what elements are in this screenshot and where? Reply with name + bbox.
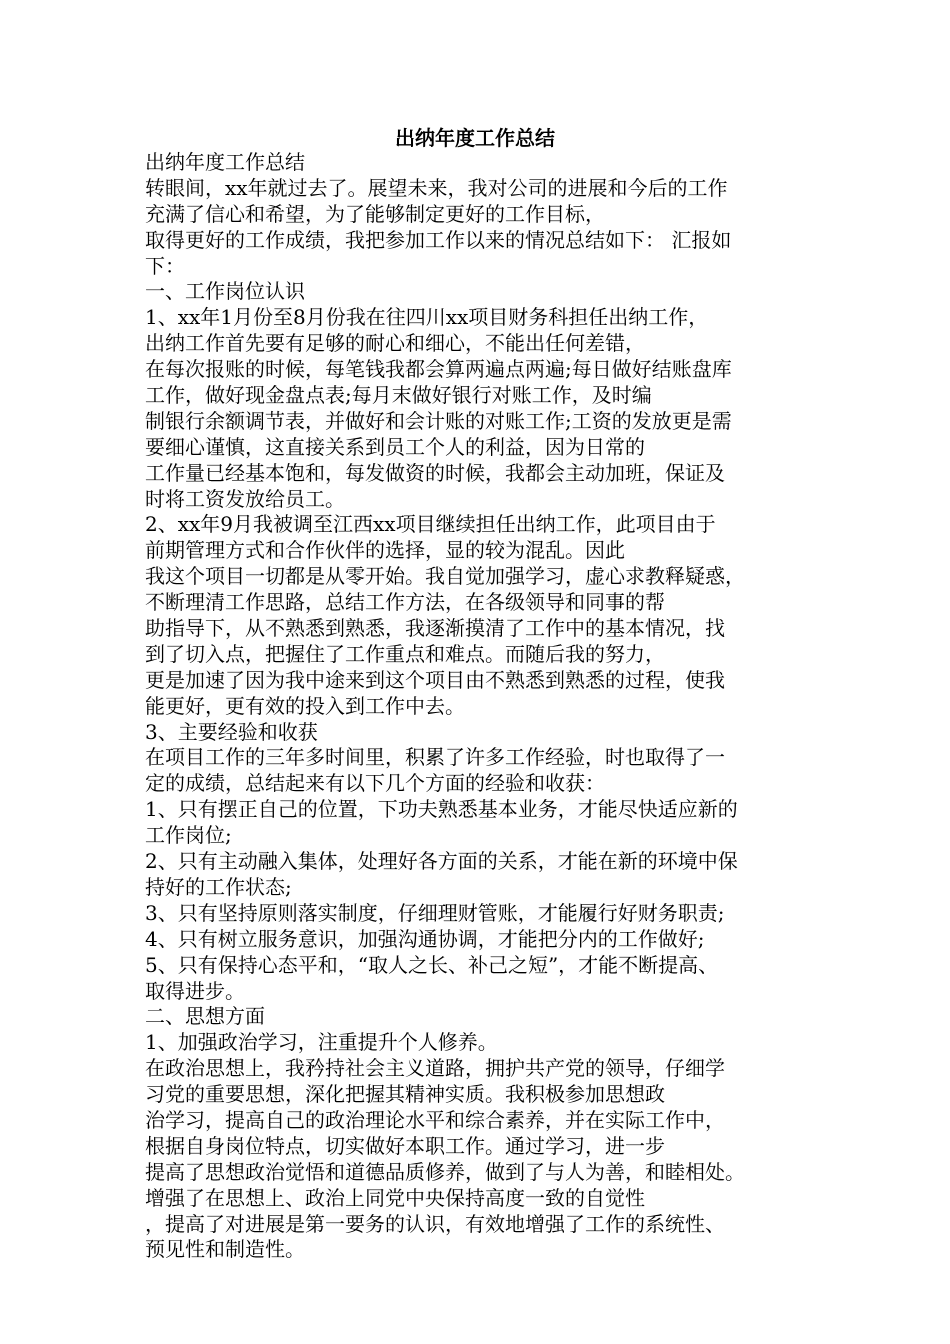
body-text-line: 不断理清工作思路，总结工作方法，在各级领导和同事的帮 xyxy=(145,590,665,615)
body-text-line: 一、工作岗位认识 xyxy=(145,279,305,304)
body-text-line: 下： xyxy=(145,253,185,278)
body-text-line: 二、思想方面 xyxy=(145,1004,265,1029)
body-text-line: 提高了思想政治觉悟和道德品质修养，做到了与人为善，和睦相处。 xyxy=(145,1159,745,1184)
body-text-line: 3、主要经验和收获 xyxy=(145,719,318,744)
body-text-line: 治学习，提高自己的政治理论水平和综合素养，并在实际工作中， xyxy=(145,1107,725,1132)
body-text-line: 能更好，更有效的投入到工作中去。 xyxy=(145,693,465,718)
body-text-line: 到了切入点，把握住了工作重点和难点。而随后我的努力， xyxy=(145,641,665,666)
body-text-line: 持好的工作状态; xyxy=(145,874,292,899)
body-text-line: 前期管理方式和合作伙伴的选择，显的较为混乱。因此 xyxy=(145,538,625,563)
body-text-line: 1、xx年1月份至8月份我在往四川xx项目财务科担任出纳工作， xyxy=(145,305,709,330)
body-text-line: 转眼间，xx年就过去了。展望未来，我对公司的进展和今后的工作 xyxy=(145,175,728,200)
body-text-line: 工作量已经基本饱和，每发做资的时候，我都会主动加班，保证及 xyxy=(145,460,725,485)
body-text-line: 取得进步。 xyxy=(145,978,245,1003)
body-text-line: 工作岗位; xyxy=(145,823,232,848)
body-text-line: 在政治思想上，我矜持社会主义道路，拥护共产党的领导，仔细学 xyxy=(145,1056,725,1081)
body-text-line: 助指导下，从不熟悉到熟悉，我逐渐摸清了工作中的基本情况，找 xyxy=(145,616,725,641)
body-text-line: 在每次报账的时候，每笔钱我都会算两遍点两遍;每日做好结账盘库 xyxy=(145,357,732,382)
body-text-line: 出纳工作首先要有足够的耐心和细心，不能出任何差错， xyxy=(145,331,645,356)
body-text-line: 预见性和制造性。 xyxy=(145,1237,305,1262)
body-text-line: 我这个项目一切都是从零开始。我自觉加强学习，虚心求教释疑惑， xyxy=(145,564,745,589)
body-text-line: 时将工资发放给员工。 xyxy=(145,486,345,511)
body-text-line: 要细心谨慎，这直接关系到员工个人的利益，因为日常的 xyxy=(145,434,645,459)
body-text-line: 出纳年度工作总结 xyxy=(145,150,305,174)
body-text-line: 4、只有树立服务意识，加强沟通协调，才能把分内的工作做好; xyxy=(145,926,705,951)
body-text-line: 充满了信心和希望，为了能够制定更好的工作目标， xyxy=(145,201,605,226)
body-text-line: 根据自身岗位特点，切实做好本职工作。通过学习，进一步 xyxy=(145,1133,665,1158)
body-text-line: 1、只有摆正自己的位置，下功夫熟悉基本业务，才能尽快适应新的 xyxy=(145,797,738,822)
body-text-line: 2、只有主动融入集体，处理好各方面的关系，才能在新的环境中保 xyxy=(145,849,738,874)
body-text-line: ，提高了对进展是第一要务的认识，有效地增强了工作的系统性、 xyxy=(145,1211,725,1236)
body-text-line: 定的成绩，总结起来有以下几个方面的经验和收获： xyxy=(145,771,605,796)
body-text-line: 更是加速了因为我中途来到这个项目由不熟悉到熟悉的过程，使我 xyxy=(145,667,725,692)
body-text-line: 3、只有坚持原则落实制度，仔细理财管账，才能履行好财务职责; xyxy=(145,900,725,925)
body-text-line: 在项目工作的三年多时间里，积累了许多工作经验，时也取得了一 xyxy=(145,745,725,770)
document-body xyxy=(145,150,815,1263)
body-text-line: 2、xx年9月我被调至江西xx项目继续担任出纳工作，此项目由于 xyxy=(145,512,716,537)
body-text-line: 制银行余额调节表，并做好和会计账的对账工作;工资的发放更是需 xyxy=(145,408,732,433)
body-text-line: 1、加强政治学习，注重提升个人修养。 xyxy=(145,1030,498,1055)
body-text-line: 取得更好的工作成绩，我把参加工作以来的情况总结如下： 汇报如 xyxy=(145,227,732,252)
document-title: 出纳年度工作总结 xyxy=(395,126,555,150)
body-text-line: 工作，做好现金盘点表;每月末做好银行对账工作，及时编 xyxy=(145,383,652,408)
body-text-line: 增强了在思想上、政治上同党中央保持高度一致的自觉性 xyxy=(145,1185,645,1210)
body-text-line: 习党的重要思想，深化把握其精神实质。我积极参加思想政 xyxy=(145,1082,665,1107)
body-text-line: 5、只有保持心态平和，“取人之长、补己之短”，才能不断提高、 xyxy=(145,952,719,977)
